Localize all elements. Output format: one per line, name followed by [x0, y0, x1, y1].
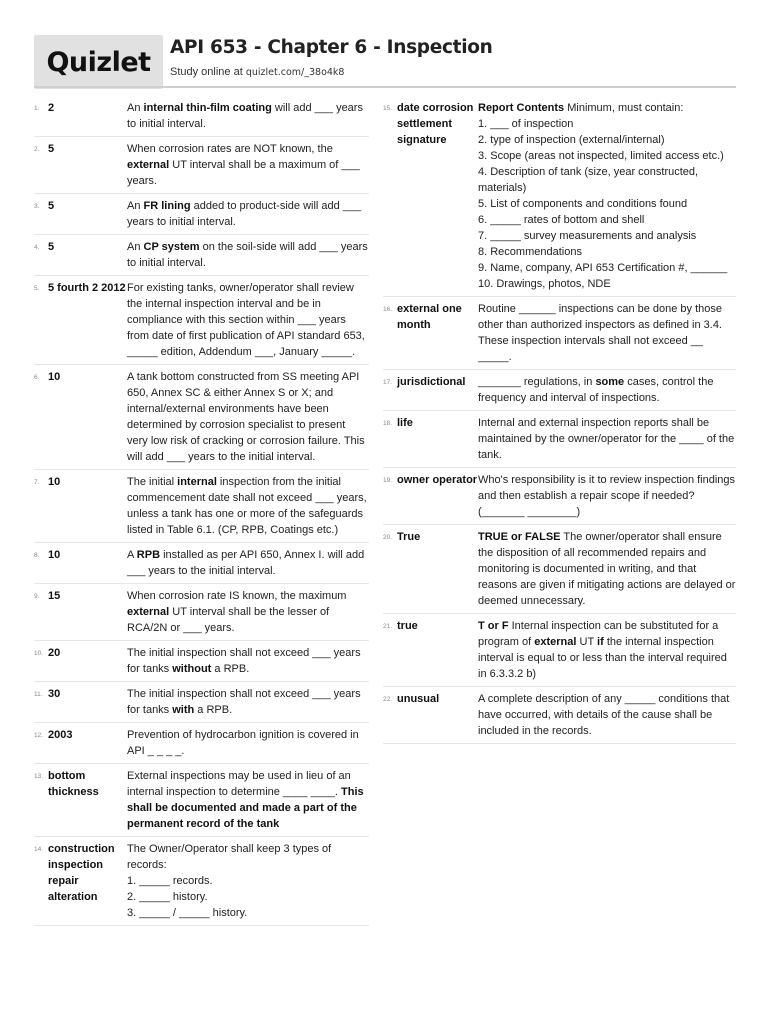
definition-line	[478, 472, 736, 520]
flashcard-row	[34, 584, 369, 641]
flashcard-row	[34, 723, 369, 764]
text-segment: Who's responsibility is it to review inspection findings and then establish a repair scope if needed? (_______ ________)	[478, 474, 736, 518]
card-number: 2.	[34, 146, 40, 153]
card-definition	[478, 100, 736, 292]
text-segment: installed as per API 650, Annex I. will add ___ years to the initial interval.	[127, 549, 365, 577]
bold-text: Report Contents	[478, 102, 565, 114]
bold-text: external	[127, 606, 170, 618]
card-definition	[127, 588, 369, 636]
card-number: 14.	[34, 846, 44, 853]
card-definition	[478, 374, 736, 406]
flashcard-row	[34, 96, 369, 137]
text-segment: Internal inspection can be substituted for a program of	[478, 620, 719, 648]
card-number: 3.	[34, 203, 40, 210]
text-segment: The initial	[127, 476, 178, 488]
text-segment: Minimum, must contain:	[564, 102, 684, 114]
definition-line: 3. Scope (areas not inspected, limited access etc.)	[478, 150, 724, 162]
flashcard-row	[34, 137, 369, 194]
card-term: 10	[48, 476, 61, 488]
text-segment: An	[127, 241, 144, 253]
card-term: true	[397, 620, 418, 632]
flashcard-row	[34, 470, 369, 543]
flashcard-row	[383, 370, 736, 411]
card-number: 4.	[34, 244, 40, 251]
definition-line: 3. _____ / _____ history.	[127, 907, 248, 919]
card-number: 19.	[383, 477, 393, 484]
definition-line	[478, 301, 736, 365]
bold-text: internal thin-film coating	[143, 102, 272, 114]
card-term: life	[397, 417, 413, 429]
text-segment: UT interval shall be a maximum of ___ years.	[127, 159, 360, 187]
text-segment: The owner/operator shall ensure the disposition of all recommended repairs and monitoring is documented in writing, and that reasons are given if mitigating actions are delayed or deemed unnecessary.	[478, 531, 736, 607]
card-term: construction inspection repair alteration	[48, 843, 115, 903]
card-definition	[127, 280, 369, 360]
definition-line	[478, 691, 736, 739]
card-term: 5	[48, 200, 55, 212]
card-number: 6.	[34, 374, 40, 381]
card-number: 10.	[34, 650, 44, 657]
bold-text: some	[595, 376, 625, 388]
flashcard-row	[34, 194, 369, 235]
card-number: 22.	[383, 696, 393, 703]
definition-line: 6. _____ rates of bottom and shell	[478, 214, 645, 226]
definition-line	[127, 280, 369, 360]
text-segment: UT	[576, 636, 598, 648]
card-term: bottom thickness	[48, 770, 99, 798]
bold-text: if	[597, 636, 604, 648]
definition-line: 8. Recommendations	[478, 246, 582, 258]
definition-line: 9. Name, company, API 653 Certification #, ______	[478, 262, 728, 274]
definition-line: 5. List of components and conditions found	[478, 198, 688, 210]
flashcard-row	[383, 468, 736, 525]
text-segment: _______ regulations, in	[478, 376, 596, 388]
definition-line	[127, 239, 369, 271]
card-term: 10	[48, 371, 61, 383]
card-definition	[127, 768, 369, 832]
card-term: True	[397, 531, 421, 543]
card-number: 1.	[34, 105, 40, 112]
card-definition	[478, 529, 736, 609]
flashcard-row	[383, 96, 736, 297]
subtitle-prefix: Study online at	[170, 66, 246, 78]
card-number: 21.	[383, 623, 393, 630]
flashcard-row	[383, 614, 736, 687]
card-term: 15	[48, 590, 61, 602]
text-segment: Routine ______ inspections can be done by those other than authorized inspectors as defined in 3.4. These inspection intervals shall not exceed __ _____.	[478, 303, 723, 363]
text-segment: When corrosion rate IS known, the maximum	[127, 590, 347, 602]
bold-text: internal	[177, 476, 217, 488]
definition-line: 4. Description of tank (size, year constructed, materials)	[478, 166, 699, 194]
definition-line	[127, 100, 369, 132]
card-number: 8.	[34, 552, 40, 559]
flashcard-row	[34, 682, 369, 723]
card-term: external one month	[397, 303, 462, 331]
text-segment: A tank bottom constructed from SS meeting API 650, Annex SC & either Annex S or X; and internal/external environments have been determined by corrosion specialist to present very low risk of cracking or corrosion failure. This will add ___ years to the initial interval.	[127, 371, 365, 463]
bold-text: FR lining	[143, 200, 191, 212]
card-number: 13.	[34, 773, 44, 780]
card-term: jurisdictional	[397, 376, 466, 388]
bold-text: This shall be documented and made a part of the permanent record of the tank	[127, 786, 364, 830]
text-segment: inspection from the initial commencement date shall not exceed ___ years, unless a tank has one or more of the safeguards listed in Table 6.1. (CP, RPB, Coatings etc.)	[127, 476, 367, 536]
card-definition	[127, 686, 369, 718]
bold-text: CP system	[143, 241, 200, 253]
card-definition	[478, 301, 736, 365]
definition-line	[478, 100, 736, 116]
definition-line	[127, 727, 369, 759]
card-term: unusual	[397, 693, 440, 705]
bold-text: external	[127, 159, 170, 171]
page-title: API 653 - Chapter 6 - Inspection	[170, 37, 493, 58]
card-definition	[127, 239, 369, 271]
definition-line: 10. Drawings, photos, NDE	[478, 278, 611, 290]
study-online-line	[170, 66, 344, 78]
flashcard-row	[383, 687, 736, 744]
definition-line	[127, 547, 369, 579]
card-term: 10	[48, 549, 61, 561]
text-segment: Prevention of hydrocarbon ignition is covered in API _ _ _ _.	[127, 729, 359, 757]
definition-line	[478, 415, 736, 463]
card-definition	[127, 369, 369, 465]
card-definition	[127, 841, 369, 921]
flashcard-row	[383, 297, 736, 370]
card-number: 20.	[383, 534, 393, 541]
text-segment: Internal and external inspection reports shall be maintained by the owner/operator for the ____ of the tank.	[478, 417, 735, 461]
bold-text: external	[534, 636, 577, 648]
card-number: 9.	[34, 593, 40, 600]
flashcard-row	[34, 837, 369, 926]
definition-line: 2. _____ history.	[127, 891, 208, 903]
definition-line: 1. _____ records.	[127, 875, 213, 887]
card-definition	[127, 645, 369, 677]
card-definition	[478, 415, 736, 463]
bold-text: TRUE or FALSE	[478, 531, 561, 543]
definition-line	[127, 645, 369, 677]
bold-text: without	[172, 663, 212, 675]
card-definition	[127, 100, 369, 132]
card-definition	[478, 691, 736, 739]
text-segment: on the soil-side will add ___ years to initial interval.	[127, 241, 368, 269]
bold-text: T or F	[478, 620, 509, 632]
card-term: 2003	[48, 729, 73, 741]
definition-line	[127, 369, 369, 465]
text-segment: A complete description of any _____ conditions that have occurred, with details of the cause shall be included in the records.	[478, 693, 730, 737]
text-segment: The initial inspection shall not exceed ___ years for tanks	[127, 688, 361, 716]
card-number: 12.	[34, 732, 44, 739]
card-definition	[478, 618, 736, 682]
quizlet-logo: Quizlet	[34, 35, 163, 89]
text-segment: cases, control the frequency and interval of inspections.	[478, 376, 714, 404]
definition-line	[478, 529, 736, 609]
card-number: 16.	[383, 306, 393, 313]
text-segment: For existing tanks, owner/operator shall review the internal inspection interval and be in compliance with this section within ___ years from date of first publication of API standard 653, _____ edition, Addendum ___, January _____.	[127, 282, 365, 358]
card-term: 2	[48, 102, 55, 114]
text-segment: a RPB.	[194, 704, 233, 716]
flashcard-row	[34, 641, 369, 682]
card-number: 5.	[34, 285, 40, 292]
definition-line	[478, 618, 736, 682]
card-definition	[478, 472, 736, 520]
definition-line: 1. ___ of inspection	[478, 118, 574, 130]
flashcard-row	[34, 764, 369, 837]
definition-line	[478, 374, 736, 406]
flashcard-row	[34, 276, 369, 365]
text-segment: An	[127, 102, 144, 114]
definition-line: 2. type of inspection (external/internal)	[478, 134, 665, 146]
definition-line	[127, 768, 369, 832]
card-term: 5 fourth 2 2012	[48, 282, 126, 294]
card-number: 7.	[34, 479, 40, 486]
bold-text: RPB	[136, 549, 161, 561]
definition-line: The Owner/Operator shall keep 3 types of records:	[127, 843, 332, 871]
text-segment: UT interval shall be the lesser of RCA/2N or ___ years.	[127, 606, 330, 634]
card-term: 30	[48, 688, 61, 700]
definition-line	[127, 474, 369, 538]
card-number: 18.	[383, 420, 393, 427]
card-term: 20	[48, 647, 61, 659]
flashcard-row	[34, 543, 369, 584]
flashcard-row	[34, 365, 369, 470]
text-segment: added to product-side will add ___ years to initial interval.	[127, 200, 362, 228]
card-definition	[127, 198, 369, 230]
card-number: 17.	[383, 379, 393, 386]
text-segment: The initial inspection shall not exceed ___ years for tanks	[127, 647, 361, 675]
card-number: 11.	[34, 691, 43, 698]
text-segment: a RPB.	[211, 663, 250, 675]
bold-text: with	[172, 704, 195, 716]
text-segment: A	[127, 549, 137, 561]
flashcard-column-right	[383, 96, 736, 744]
card-term: date corrosion settlement signature	[397, 102, 474, 146]
flashcard-row	[383, 411, 736, 468]
text-segment: When corrosion rates are NOT known, the	[127, 143, 333, 155]
card-number: 15.	[383, 105, 393, 112]
text-segment: An	[127, 200, 144, 212]
card-definition	[127, 474, 369, 538]
definition-line	[127, 198, 369, 230]
text-segment: the internal inspection interval is equal to or less than the interval required in 6.3.3.2 b)	[478, 636, 727, 680]
flashcard-row	[34, 235, 369, 276]
card-term: 5	[48, 241, 55, 253]
definition-line: 7. _____ survey measurements and analysis	[478, 230, 697, 242]
definition-line	[127, 588, 369, 636]
study-url-link[interactable]: quizlet.com/_38o4k8	[245, 67, 345, 78]
header-divider	[34, 86, 736, 88]
text-segment: External inspections may be used in lieu of an internal inspection to determine ____ ____.	[127, 770, 351, 798]
flashcard-row	[383, 525, 736, 614]
card-term: 5	[48, 143, 55, 155]
card-definition	[127, 141, 369, 189]
definition-line	[127, 686, 369, 718]
card-definition	[127, 727, 369, 759]
text-segment: will add ___ years to initial interval.	[127, 102, 363, 130]
flashcard-column-left	[34, 96, 369, 926]
card-term: owner operator	[397, 474, 478, 486]
card-definition	[127, 547, 369, 579]
definition-line	[127, 141, 369, 189]
